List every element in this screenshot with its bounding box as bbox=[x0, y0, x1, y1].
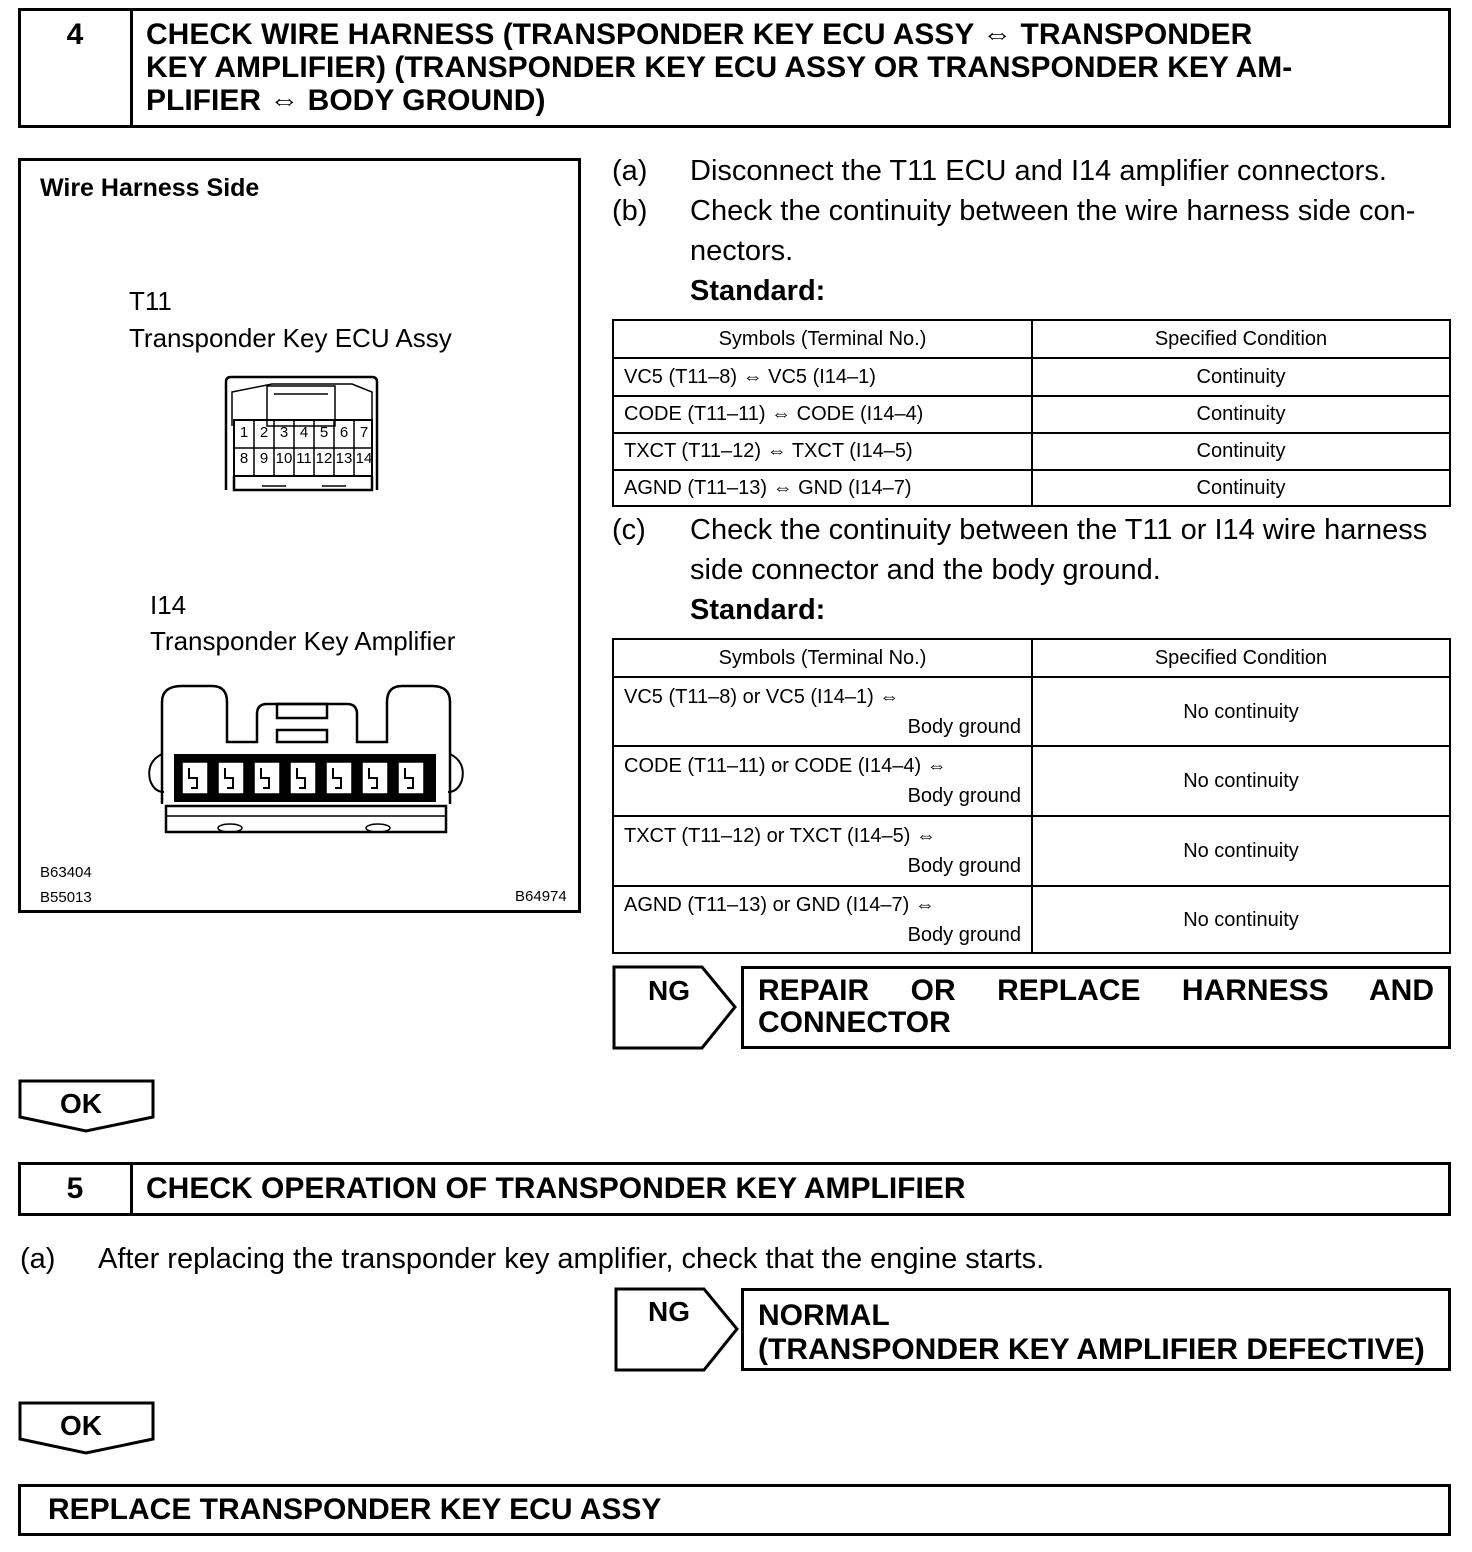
t11-name: Transponder Key ECU Assy bbox=[129, 323, 452, 353]
cell: VC5 (T11–8) ⇔ VC5 (I14–1) bbox=[613, 358, 1032, 396]
divider bbox=[130, 1162, 133, 1216]
cell: CODE (T11–11) ⇔ CODE (I14–4) bbox=[613, 396, 1032, 433]
step-a-text: Disconnect the T11 ECU and I14 amplifier connectors. bbox=[690, 155, 1387, 187]
cell: No continuity bbox=[1032, 816, 1450, 886]
divider bbox=[130, 8, 133, 128]
table-row bbox=[613, 816, 1450, 886]
pin: 2 bbox=[259, 424, 269, 441]
col-header: Symbols (Terminal No.) bbox=[613, 320, 1032, 358]
table-row bbox=[613, 433, 1450, 470]
cell: TXCT (T11–12) ⇔ TXCT (I14–5) bbox=[613, 433, 1032, 470]
ng-result-box bbox=[741, 1288, 1451, 1371]
pin: 12 bbox=[315, 450, 333, 467]
step-b-label: (b) bbox=[612, 195, 648, 227]
col-header: Specified Condition bbox=[1032, 320, 1450, 358]
cell: AGND (T11–13) ⇔ GND (I14–7) bbox=[613, 470, 1032, 506]
pin: 9 bbox=[259, 450, 269, 467]
figure-ref-1: B63404 bbox=[40, 864, 92, 881]
pin: 6 bbox=[339, 424, 349, 441]
result-text: CONNECTOR bbox=[758, 1006, 951, 1039]
step-c-text-2: side connector and the body ground. bbox=[690, 554, 1161, 586]
pin: 3 bbox=[279, 424, 289, 441]
cell: AGND (T11–13) or GND (I14–7) ⇔ bbox=[624, 893, 935, 916]
ng-result-box bbox=[741, 966, 1451, 1049]
cell: VC5 (T11–8) or VC5 (I14–1) ⇔ bbox=[624, 685, 900, 708]
standard-label-2: Standard: bbox=[690, 594, 826, 626]
pin: 4 bbox=[299, 424, 309, 441]
cell: Continuity bbox=[1032, 470, 1450, 506]
t11-code: T11 bbox=[129, 286, 172, 316]
step5-a-text: After replacing the transponder key amplifier, check that the engine starts. bbox=[98, 1243, 1045, 1275]
step-b-text: Check the continuity between the wire harness side con- bbox=[690, 195, 1416, 227]
pin: 8 bbox=[239, 450, 249, 467]
cell: Body ground bbox=[907, 855, 1021, 877]
pin: 1 bbox=[239, 424, 249, 441]
ng-label: NG bbox=[648, 1296, 690, 1327]
standard-label: Standard: bbox=[690, 275, 826, 307]
cell: Body ground bbox=[907, 923, 1021, 946]
cell: Continuity bbox=[1032, 358, 1450, 396]
ground-table bbox=[612, 638, 1451, 954]
i14-code: I14 bbox=[150, 590, 187, 620]
step5-number: 5 bbox=[66, 1172, 84, 1205]
step5-a-label: (a) bbox=[20, 1243, 56, 1275]
result-text: REPAIR OR REPLACE HARNESS AND bbox=[758, 974, 1434, 1007]
pin: 5 bbox=[319, 424, 329, 441]
figure-heading: Wire Harness Side bbox=[40, 174, 260, 202]
title-line: PLIFIER ⇔ BODY GROUND) bbox=[146, 84, 546, 117]
ng-label: NG bbox=[648, 975, 690, 1006]
table-row bbox=[613, 470, 1450, 506]
t11-pin-labels bbox=[234, 424, 374, 467]
table-row bbox=[613, 746, 1450, 816]
figure-ref-3: B64974 bbox=[515, 888, 567, 905]
table-row bbox=[613, 886, 1450, 953]
col-header: Symbols (Terminal No.) bbox=[613, 639, 1032, 677]
table-row bbox=[613, 358, 1450, 396]
cell: No continuity bbox=[1032, 886, 1450, 953]
ok-label: OK bbox=[60, 1410, 102, 1441]
title-line: CHECK WIRE HARNESS (TRANSPONDER KEY ECU ASSY ⇔ TRANSPONDER bbox=[146, 18, 1253, 51]
table-row bbox=[613, 396, 1450, 433]
step4-number: 4 bbox=[66, 18, 84, 51]
result-text: (TRANSPONDER KEY AMPLIFIER DEFECTIVE) bbox=[758, 1333, 1425, 1366]
col-header: Specified Condition bbox=[1032, 639, 1450, 677]
cell: No continuity bbox=[1032, 746, 1450, 816]
step-c-label: (c) bbox=[612, 514, 646, 546]
pin: 7 bbox=[359, 424, 369, 441]
cell: Body ground bbox=[907, 715, 1021, 738]
ok-label: OK bbox=[60, 1088, 102, 1119]
cell: No continuity bbox=[1032, 677, 1450, 746]
pin: 14 bbox=[355, 450, 373, 467]
pin: 13 bbox=[335, 450, 353, 467]
step4-title bbox=[146, 18, 1446, 117]
table-row bbox=[613, 677, 1450, 746]
step5-title: CHECK OPERATION OF TRANSPONDER KEY AMPLIFIER bbox=[146, 1172, 966, 1205]
cell: Continuity bbox=[1032, 396, 1450, 433]
cell: TXCT (T11–12) or TXCT (I14–5) ⇔ bbox=[624, 825, 936, 847]
step-c-text: Check the continuity between the T11 or I14 wire harness bbox=[690, 514, 1428, 546]
result-text: NORMAL bbox=[758, 1299, 890, 1332]
i14-name: Transponder Key Amplifier bbox=[150, 626, 456, 656]
step-b-text-2: nectors. bbox=[690, 235, 794, 267]
step-a-label: (a) bbox=[612, 155, 648, 187]
i14-connector-icon bbox=[142, 682, 472, 834]
pin: 10 bbox=[275, 450, 293, 467]
cell: Continuity bbox=[1032, 433, 1450, 470]
title-line: KEY AMPLIFIER) (TRANSPONDER KEY ECU ASSY OR TRANSPONDER KEY AM- bbox=[146, 51, 1293, 84]
figure-ref-2: B55013 bbox=[40, 889, 92, 906]
continuity-table bbox=[612, 319, 1451, 507]
cell: CODE (T11–11) or CODE (I14–4) ⇔ bbox=[624, 755, 947, 777]
cell: Body ground bbox=[907, 785, 1021, 807]
pin: 11 bbox=[296, 450, 312, 467]
final-action: REPLACE TRANSPONDER KEY ECU ASSY bbox=[48, 1493, 662, 1526]
